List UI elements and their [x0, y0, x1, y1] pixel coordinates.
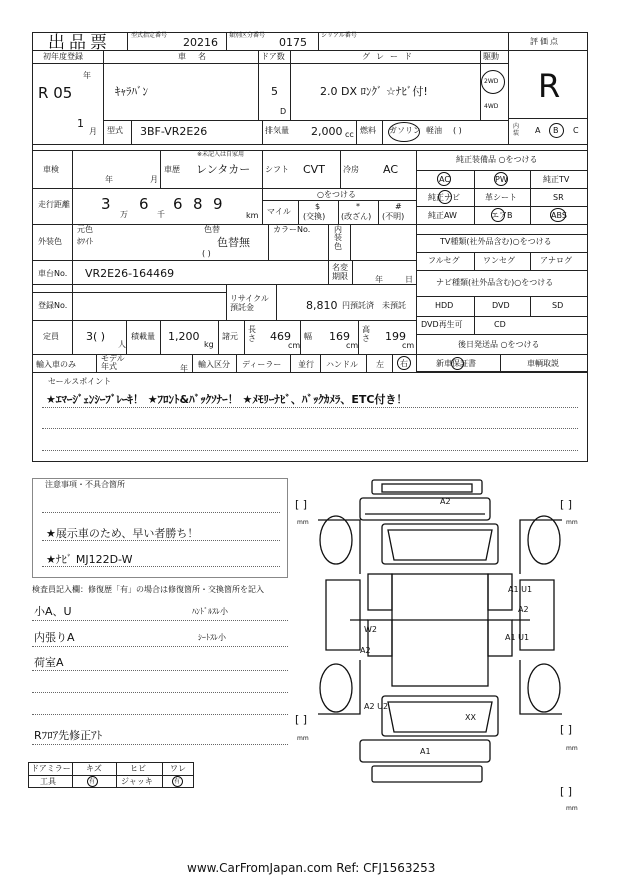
mileage-label: 走行距離	[38, 200, 70, 209]
wid-value: 169	[329, 330, 350, 343]
tread-fr-bracket: [ ]	[560, 498, 573, 511]
tread-rl-unit: mm	[297, 735, 309, 742]
load-value: 1,200	[168, 330, 200, 343]
mileage-d2: 6	[139, 195, 149, 213]
inspector-line1a: 小A、U	[34, 605, 72, 618]
load-unit: kg	[204, 340, 214, 349]
doors-label: ドア数	[261, 52, 285, 61]
inspection-label: 車検	[43, 165, 59, 174]
inspection-year-unit: 年	[105, 175, 113, 184]
equip-header: 純正装備品 ○をつける	[456, 155, 538, 164]
later-warranty: 新車保証書	[436, 359, 476, 368]
orig-color-label: 元色	[77, 225, 93, 234]
tv-fullseg: フルセグ	[428, 256, 460, 265]
equip-navi: 純正ナビ	[428, 193, 460, 202]
legend-mirror: ドアミラー	[31, 764, 71, 773]
color-code-label: カラーNo.	[273, 225, 311, 234]
ac-value: AC	[383, 163, 399, 176]
inspector-line1b: ﾊﾝﾄﾞﾙｽﾚ小	[192, 607, 228, 616]
equip-pw: PW	[495, 175, 508, 184]
serial-label: シリアル番号	[321, 32, 357, 39]
fuel-paren: ( )	[453, 126, 462, 135]
name-change-day-unit: 日	[405, 275, 413, 284]
legend-tool: 工具	[40, 777, 56, 786]
color-paren: ( )	[202, 249, 211, 258]
tamper-sym: *	[356, 202, 360, 211]
mileage-d3: 6	[173, 195, 183, 213]
chassis-label: 車台No.	[38, 269, 68, 278]
form-title: 出品票	[48, 33, 111, 53]
history-value: レンタカー	[196, 163, 251, 176]
fuel-label: 燃料	[360, 126, 376, 135]
mileage-km: km	[246, 211, 259, 220]
shift-value: CVT	[303, 163, 325, 176]
car-damage-diagram	[290, 470, 590, 830]
navi-dvd: DVD	[492, 301, 510, 310]
tread-spare-unit: mm	[566, 805, 578, 812]
drive-label: 駆動	[483, 52, 499, 61]
mileage-d4: 8	[193, 195, 203, 213]
dmg-left-a2u2: A2 U2	[364, 702, 389, 711]
handle-right: 右	[400, 359, 408, 368]
car-name: ｷｬﾗﾊﾞﾝ	[115, 85, 148, 98]
recycle-not-deposited: 未預託	[382, 301, 406, 310]
unknown-sym: #	[395, 202, 402, 211]
mileage-d5: 9	[213, 195, 223, 213]
history-note: ※未記入は自家用	[197, 151, 245, 158]
equip-abs: ABS	[551, 211, 567, 220]
import-class-label: 輸入区分	[198, 360, 230, 369]
tv-analog: アナログ	[540, 256, 572, 265]
equip-leather: 革シート	[485, 193, 517, 202]
legend-tool-value: 有	[89, 778, 96, 785]
year-unit: 年	[83, 71, 91, 80]
mileage-sen: 千	[157, 210, 165, 219]
first-reg-month: 1	[77, 117, 84, 130]
exchange-sym: $	[315, 202, 321, 211]
displacement-value: 2,000	[311, 125, 343, 138]
tread-fr-unit: mm	[566, 519, 578, 526]
reg-label: 登録No.	[38, 301, 68, 310]
later-header: 後日発送品 ○をつける	[458, 340, 540, 349]
color-change-label: 色替	[204, 225, 220, 234]
name-change-label: 名変期限	[332, 263, 348, 281]
int-color-label: 内装色	[334, 225, 342, 251]
interior-c: C	[573, 126, 579, 135]
mileage-man: 万	[120, 210, 128, 219]
type-no-label: 型式指定番号	[131, 32, 168, 39]
tv-oneseg: ワンセグ	[483, 256, 515, 265]
mileage-mark-label: ○をつける	[317, 190, 356, 199]
inspector-line2a: 内張りA	[34, 631, 75, 644]
footer-ref: www.CarFromJapan.com Ref: CFJ1563253	[187, 861, 436, 875]
inspection-month-unit: 月	[150, 175, 158, 184]
handle-left: 左	[376, 360, 384, 369]
legend-jack: ジャッキ	[121, 777, 153, 786]
dmg-rear-xx: XX	[465, 713, 476, 722]
type-no: 20216	[183, 36, 218, 49]
sales-text: ★ｴﾏｰｼﾞｪﾝｼｰﾌﾞﾚｰｷ！ ★ﾌﾛﾝﾄ&ﾊﾞｯｸｿﾅｰ！ ★ﾒﾓﾘｰﾅﾋﾞ、ﾊﾞｯｸｶﾒﾗ、ETC付き！	[46, 393, 408, 406]
inspector-label: 検査員記入欄：修復歴「有」の場合は修復箇所・交換箇所を記入	[32, 585, 264, 594]
load-label: 積載量	[131, 332, 155, 341]
ext-color-label: 外装色	[38, 237, 62, 246]
grade-label: グレード	[362, 52, 418, 61]
dmg-center-w2: W2	[364, 625, 377, 634]
navi-sd: SD	[552, 301, 564, 310]
dmg-right-a2: A2	[518, 605, 529, 614]
score-value: R	[538, 67, 561, 105]
legend-scratch: キズ	[86, 764, 102, 773]
hei-value: 199	[385, 330, 406, 343]
grade-value: 2.0 DX ﾛﾝｸﾞ ☆ﾅﾋﾞ付!	[320, 85, 428, 98]
tread-rr-unit: mm	[566, 745, 578, 752]
interior-a: A	[535, 126, 541, 135]
fuel-gasoline: ガソリン	[389, 126, 421, 135]
model-year-label: モデル年式	[101, 354, 125, 372]
interior-label: 内装	[513, 123, 520, 137]
recycle-label: リサイクル預託金	[230, 294, 269, 312]
sales-label: セールスポイント	[48, 377, 112, 386]
import-dealer: ディーラー	[242, 360, 282, 369]
dmg-rear-a1: A1	[420, 747, 431, 756]
wid-label: 幅	[304, 332, 312, 341]
doors-value: 5	[271, 85, 278, 98]
equip-aw: 純正AW	[428, 211, 457, 220]
len-unit: cm	[288, 341, 301, 350]
doors-sub: D	[280, 107, 287, 116]
tamper-label: (改ざん)	[341, 212, 372, 221]
dmg-right-a1u1-top: A1 U1	[508, 585, 533, 594]
equip-ac: AC	[439, 175, 450, 184]
unknown-label: (不明)	[382, 212, 405, 221]
wid-unit: cm	[346, 341, 359, 350]
first-reg-label: 初年度登録	[43, 52, 83, 61]
import-label: 輸入車のみ	[36, 360, 76, 369]
mile-label: マイル	[267, 207, 291, 216]
tread-rl-bracket: [ ]	[295, 713, 308, 726]
mileage-d1: 3	[101, 195, 111, 213]
capacity-value: 3( )	[86, 330, 106, 343]
shift-label: シフト	[265, 165, 289, 174]
equip-sr: SR	[553, 193, 564, 202]
inspector-line3: 荷室A	[34, 656, 64, 669]
dmg-top-a2: A2	[440, 497, 451, 506]
equip-tv: 純正TV	[543, 175, 570, 184]
inspector-line2b: ｼｰﾄｽﾚ小	[198, 633, 226, 642]
capacity-unit: 人	[118, 340, 126, 349]
notes-line1: ★展示車のため、早い者勝ち！	[46, 527, 199, 540]
len-label: 長さ	[248, 325, 256, 343]
orig-color: ﾎﾜｲﾄ	[77, 237, 93, 246]
drive-4wd: 4WD	[484, 103, 499, 110]
hei-unit: cm	[402, 341, 415, 350]
tread-rr-bracket: [ ]	[560, 723, 573, 736]
car-name-label: 車名	[178, 52, 218, 61]
recycle-value: 8,810	[306, 299, 338, 312]
tread-spare-bracket: [ ]	[560, 785, 573, 798]
navi-header: ナビ種類(社外品含む)○をつける	[436, 278, 554, 287]
dims-label: 諸元	[222, 332, 238, 341]
legend-jack-value: 有	[174, 778, 181, 785]
inspector-line4: Rﾌﾛｱ先修正ｱﾄ	[34, 729, 103, 742]
name-change-year-unit: 年	[375, 275, 383, 284]
month-unit: 月	[89, 127, 97, 136]
drive-2wd: 2WD	[484, 78, 499, 85]
tread-fl-bracket: [ ]	[295, 498, 308, 511]
model-value: 3BF-VR2E26	[140, 125, 208, 138]
first-reg-year: R 05	[38, 84, 73, 102]
model-year-unit: 年	[180, 364, 188, 373]
tv-header: TV種類(社外品含む)○をつける	[440, 237, 552, 246]
displacement-label: 排気量	[265, 126, 289, 135]
dmg-center-a2: A2	[360, 646, 371, 655]
score-label: 評価点	[530, 37, 560, 46]
navi-hdd: HDD	[435, 301, 454, 310]
interior-b: B	[553, 126, 559, 135]
class-no: 0175	[279, 36, 307, 49]
cc-unit: cc	[345, 130, 354, 139]
history-label: 車歴	[164, 165, 180, 174]
navi-cd: CD	[494, 320, 506, 329]
dmg-right-a1u1-mid: A1 U1	[505, 633, 530, 642]
legend-broken: ワレ	[170, 764, 186, 773]
exchange-label: (交換)	[303, 212, 326, 221]
color-change: 色替無	[217, 236, 250, 249]
len-value: 469	[270, 330, 291, 343]
capacity-label: 定員	[43, 332, 59, 341]
chassis-value: VR2E26-164469	[85, 267, 175, 280]
notes-line2: ★ﾅﾋﾞ MJ122D-W	[46, 553, 133, 566]
import-parallel: 並行	[298, 360, 314, 369]
navi-dvd-play: DVD再生可	[421, 320, 463, 329]
class-no-label: 類別区分番号	[229, 32, 266, 39]
hei-label: 高さ	[362, 325, 370, 343]
equip-airbag: エアB	[491, 211, 513, 220]
fuel-oil: 軽油	[426, 126, 442, 135]
legend-crack: ヒビ	[130, 764, 146, 773]
recycle-status: 円預託済	[342, 301, 374, 310]
tread-fl-unit: mm	[297, 519, 309, 526]
ac-label: 冷房	[343, 165, 359, 174]
model-label: 型式	[107, 126, 123, 135]
handle-label: ハンドル	[326, 360, 358, 369]
notes-label: 注意事項・不具合箇所	[45, 480, 125, 489]
later-manual: 車輌取説	[527, 359, 559, 368]
